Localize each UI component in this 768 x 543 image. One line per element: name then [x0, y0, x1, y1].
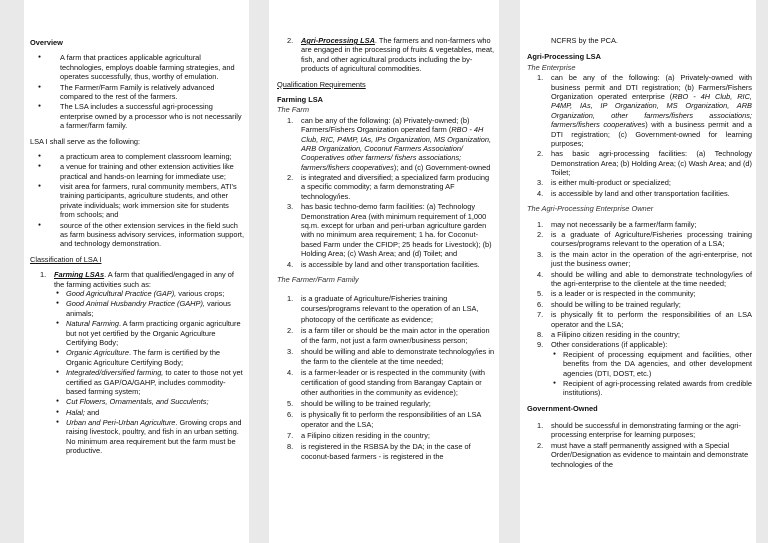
activity-text: to cater to those not yet certified as GAP/OA/GAHP, includes commodity-based farming system;: [66, 368, 243, 396]
list-item: a Filipino citizen residing in the country;: [551, 329, 680, 339]
list-item: 1. is a graduate of Agriculture/Fisheries training courses/programs relevant to the operation of an LSA, photocopy of the certificate as evidence;: [301, 294, 495, 324]
farmer-heading: The Farmer/Farm Family: [277, 274, 359, 284]
list-item: may not necessarily be a farmer/farm family;: [551, 219, 697, 229]
list-item: [66, 397, 245, 406]
list-item: [66, 408, 245, 417]
activity-term: Good Agricultural Practice (GAP),: [66, 288, 177, 298]
list-item: is physically fit to perform the responsibilities of an LSA operator and the LSA;: [551, 310, 752, 329]
classification-list: [30, 270, 245, 455]
list-item: has basic techno-demo farm facilities: (a) Technology Demonstration Area (with minimum requirement of 1,000 sq.m. except for urban and peri-urban agriculture garden with no minimum area requirement; 1 ha. for Coconut-based Farm under the CFIDP; 25 heads for Livestock); (b) Holding Area; (c) Wash Area; and (d) Toilet; and: [301, 202, 492, 259]
serve-intro: LSA I shall serve as the following:: [30, 136, 141, 146]
list-item: 6. is physically fit to perform the responsibilities of an LSA operator and the LSA;: [301, 410, 495, 430]
list-item: is integrated and diversified; a specialized farm producing a specific commodity; a farm demonstrating AF technology/ies.: [301, 173, 490, 201]
list-item: 8. is registered in the RSBSA by the DA; in the case of coconut-based farmers - is registered in the: [301, 442, 495, 462]
list-item: ● source of the other extension services in the field such as farm business advisory services, information support, and technology demonstration.: [60, 221, 245, 249]
list-item: ● a venue for training and other extension activities like practical and hands-on learning for immediate use;: [60, 162, 245, 181]
activity-text: . Growing crops and raising livestock, poultry, and fish in an urban setting. No minimum area requirement but the farm must be productive.: [66, 418, 242, 456]
list-item: ● The LSA includes a successful agri-processing enterprise owned by a processor who is not necessarily a farmer/farm family.: [60, 102, 245, 130]
agri-processing-term: Agri-Processing LSA: [301, 36, 375, 45]
list-item: is a leader or is respected in the community;: [551, 289, 696, 299]
enterprise-text-italic: RBO - 4H Club, RIC, P4MP, IAs, IP Organization, MS Organization, ARB Organization, other farmers/fishers associations; farmers/fishers cooperatives: [551, 91, 752, 130]
list-item: 3. should be willing and able to demonstrate technology/ies in the farm to the clientele at the time needed;: [301, 347, 495, 367]
list-item: 5. should be willing to be trained regularly;: [301, 399, 495, 409]
list-item: ● The Farmer/Farm Family is relatively advanced compared to the rest of the farmers.: [60, 83, 245, 102]
government-owned-heading: Government-Owned: [527, 403, 598, 413]
enterprise-list: [527, 73, 752, 198]
list-item: 2. is a farm tiller or should be the main actor in the operation of the farm, not just a farm owner/business person;: [301, 326, 495, 346]
other-considerations-label: Other considerations (if applicable):: [551, 340, 668, 350]
serve-list: [30, 152, 245, 249]
list-item: is accessible by land and other transportation facilities.: [301, 259, 480, 269]
list-item: [66, 319, 245, 347]
list-item: should be willing to be trained regularly;: [551, 299, 681, 309]
list-item: is either multi-product or specialized;: [551, 178, 671, 188]
list-item: [66, 348, 245, 367]
list-item: [66, 368, 245, 396]
classification-list-continued: [277, 36, 495, 74]
list-item: must have a staff permanently assigned with a Special Order/Designation as evidence to maintain and demonstrate technologies of the: [551, 440, 749, 469]
farming-activities-list: [54, 289, 245, 456]
activity-term: Natural Farming: [66, 319, 119, 329]
document-page-1: [24, 0, 249, 543]
farming-lsas-term: Farming LSAs: [54, 270, 105, 280]
activity-text: . The farm is certified by the Organic Agriculture Certifying Body;: [66, 348, 221, 367]
owner-list: [527, 220, 752, 398]
agri-processing-text: . The farmers and non-farmers who are engaged in the processing of fruits & vegetables, meat, fish, and other agricultural products including the by-products of agricultural commodities.: [301, 36, 495, 74]
list-item: [551, 73, 752, 148]
list-item: [301, 116, 495, 172]
activity-term: Cut Flowers, Ornamentals, and Succulents;: [66, 397, 209, 407]
enterprise-text: ) with a business permit and a DTI registration; (c) Government-owned for learning purposes;: [551, 120, 753, 148]
activity-text: and: [84, 407, 100, 417]
activity-text: various crops;: [176, 288, 225, 298]
other-considerations-list: [551, 350, 752, 398]
list-item: has basic agri-processing facilities: (a) Technology Demonstration Area; (b) Holding Area; (c) Wash Area; and (d) Toilet;: [551, 149, 753, 178]
activity-term: Halal;: [66, 407, 85, 417]
list-item: ● Recipient of processing equipment and facilities, other benefits from the DA agencies, and other development agencies (DTI, DOST, etc.): [563, 350, 752, 378]
farm-list: [277, 116, 495, 269]
list-item: ● A farm that practices applicable agricultural technologies, employs doable farming strategies, and operates successfully, thus, worthy of emulation.: [60, 53, 245, 81]
activity-term: Good Animal Husbandry Practice (GAHP),: [66, 299, 205, 309]
document-page-2: [269, 0, 499, 543]
list-item: [66, 289, 245, 298]
enterprise-text: can be any of the following: (a) Privately-owned with business permit and DTI registration; (b) Farmers/Fishers Organization operated enterprise (: [551, 73, 752, 101]
document-page-3: [520, 0, 756, 543]
list-item: should be successful in demonstrating farming or the agri-processing enterprise for learning purposes;: [551, 421, 741, 440]
list-item: 7. a Filipino citizen residing in the country;: [301, 431, 495, 441]
list-item: ● a practicum area to complement classroom learning;: [60, 152, 245, 161]
qualification-heading: Qualification Requirements: [277, 79, 366, 89]
activity-text: . A farm practicing organic agriculture but not yet certified by the Organic Agriculture Certifying Body;: [66, 319, 241, 347]
list-item: [54, 270, 245, 455]
overview-heading: Overview: [30, 38, 63, 47]
farming-lsas-text: . A farm that qualified/engaged in any of the farming activities such as:: [54, 270, 234, 289]
list-item: is accessible by land and other transportation facilities.: [551, 188, 730, 198]
the-farm-heading: The Farm: [277, 105, 310, 115]
agri-processing-lsa-heading: Agri-Processing LSA: [527, 52, 601, 62]
list-item: 4. is a farmer-leader or is respected in the community (with certification of good standing from Barangay Captain or other authorities in the community as evidence);: [301, 368, 495, 398]
continued-text: NCFRS by the PCA.: [551, 36, 618, 45]
farmer-list: [277, 294, 495, 462]
list-item: [301, 36, 495, 74]
list-item: [66, 418, 245, 456]
owner-heading: The Agri-Processing Enterprise Owner: [527, 204, 654, 214]
government-owned-list: [527, 421, 752, 469]
activity-term: Organic Agriculture: [66, 348, 129, 358]
classification-heading: Classification of LSA I: [30, 254, 102, 264]
list-item: [66, 299, 245, 318]
list-item: is a graduate of Agriculture/Fisheries processing training courses/programs relevant to the operation of a LSA;: [551, 230, 752, 249]
activity-term: Integrated/diversified farming,: [66, 368, 164, 378]
farm-text: ); and (c) Government-owned: [393, 162, 491, 172]
farming-lsa-heading: Farming LSA: [277, 94, 323, 104]
list-item: should be willing and able to demonstrate technology/ies of the agri-enterprise to the clientele at the time needed;: [551, 269, 752, 288]
farm-text-italic: RBO - 4H Club, RIC, P4MP, IAs, IPs Organization, MS Organization, ARB Organization, Coconut Farmers Association/ Cooperatives other farmers/ fishers associations; farmers/fishers cooperatives: [301, 125, 492, 172]
farm-text: can be any of the following: (a) Privately-owned; (b) Farmers/Fishers Organization operated farm (: [301, 115, 470, 135]
enterprise-heading: The Enterprise: [527, 62, 576, 72]
activity-term: Urban and Peri-Urban Agriculture: [66, 418, 176, 428]
list-item: is the main actor in the operation of the agri-enterprise, not just the business owner;: [551, 249, 752, 269]
list-item: [551, 340, 752, 397]
activity-text: various animals;: [66, 299, 231, 318]
overview-list: [30, 53, 245, 130]
list-item: ● visit area for farmers, rural community members, ATI's training participants, agriculture students, and other private individuals; work immersion site for students from schools; and: [60, 182, 245, 220]
list-item: ● Recipient of agri-processing related awards from credible institutions).: [563, 379, 752, 398]
